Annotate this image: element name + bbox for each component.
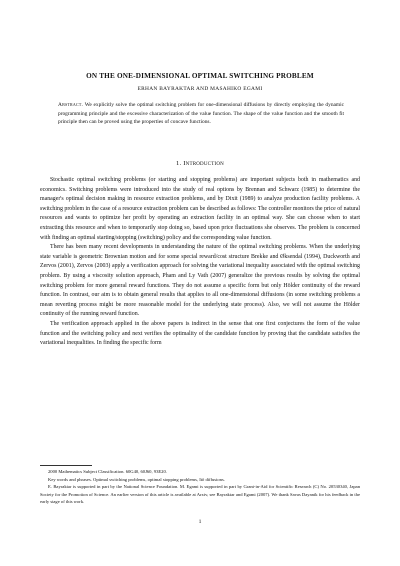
footnotes [40, 468, 360, 506]
paragraph-1: Stochastic optimal switching problems (or starting and stopping problems) are important subjects both in mathematics and economics. Switching problems were introduced into the study of real options by Brennan and Schwarz (1985) to determine the manager's optimal decision making in resource extraction problems, and by Dixit (1989) to analyze production facility problems. A switching problem in the case of a resource extraction problem can be described as follows: The controller monitors the price of natural resources and wants to optimize her profit by operating an extraction facility in an optimal way. She can choose when to start extracting this resource and when to temporarily stop doing so, based upon price fluctuations she observes. The problem is concerned with finding an optimal starting/stopping (switching) policy and the corresponding value function. [40, 177, 360, 241]
section-heading [0, 160, 400, 167]
paragraph-3: The verification approach applied in the above papers is indirect in the sense that one first conjectures the form of the value function and the switching policy and next verifies the optimality of the candidate function by proving that the candidate satisfies the variational inequalities. In finding the specific form [40, 320, 360, 347]
body-text [40, 176, 360, 349]
footnote-funding: E. Bayraktar is supported in part by the National Science Foundation. M. Egami is supported in part by Grant-in-Aid for Scientific Research (C) No. 20530340, Japan Society for the Promotion of Science. An earlier version of this article is available at Arxiv, see Bayraktar and Egami (2007). We thank Savas Dayanik for his feedback in the early stage of this work. [40, 484, 360, 505]
paper-title: ON THE ONE-DIMENSIONAL OPTIMAL SWITCHING PROBLEM [86, 72, 314, 80]
abstract-text: We explicitly solve the optimal switching problem for one-dimensional diffusions by directly employing the dynamic programming principle and the excessive characterization of the value function. The shape of the value function and the smooth fit principle then can be proved using the properties of concave functions. [58, 102, 344, 126]
footnote-keywords: Key words and phrases. Optimal switching problems, optimal stopping problems, Itô diffusions. [48, 476, 225, 482]
footnote-msc: 2000 Mathematics Subject Classification. 60G40, 60J60, 93E20. [48, 469, 167, 474]
section-title-text: Introduction [183, 160, 224, 167]
paragraph-2: There has been many recent developments in understanding the nature of the optimal switching problems. When the underlying state variable is geometric Brownian motion and for some special reward/cost structure Brekke and Øksendal (1994), Duckworth and Zervos (2001), Zervos (2003) apply a verification approach for solving the variational inequality associated with the optimal switching problem. By using a viscosity solution approach, Pham and Ly Vath (2007) generalize the previous results by solving the optimal switching problem for more general reward functions. They do not assume a specific form but only Hölder continuity of the reward function. In contrast, our aim is to obtain general results that applies to all one-dimensional diffusions (in some switching problems a mean reverting process might be more reasonable model for the underlying state process). Also, we will not assume the Hölder continuity of the running reward function. [40, 244, 360, 318]
page-number: 1 [198, 519, 202, 525]
footnote-rule [40, 465, 92, 466]
section-number: 1. [176, 160, 182, 167]
abstract [58, 101, 344, 127]
author-line: ERHAN BAYRAKTAR AND MASAHIKO EGAMI [137, 86, 263, 92]
abstract-label: Abstract. [58, 102, 84, 108]
